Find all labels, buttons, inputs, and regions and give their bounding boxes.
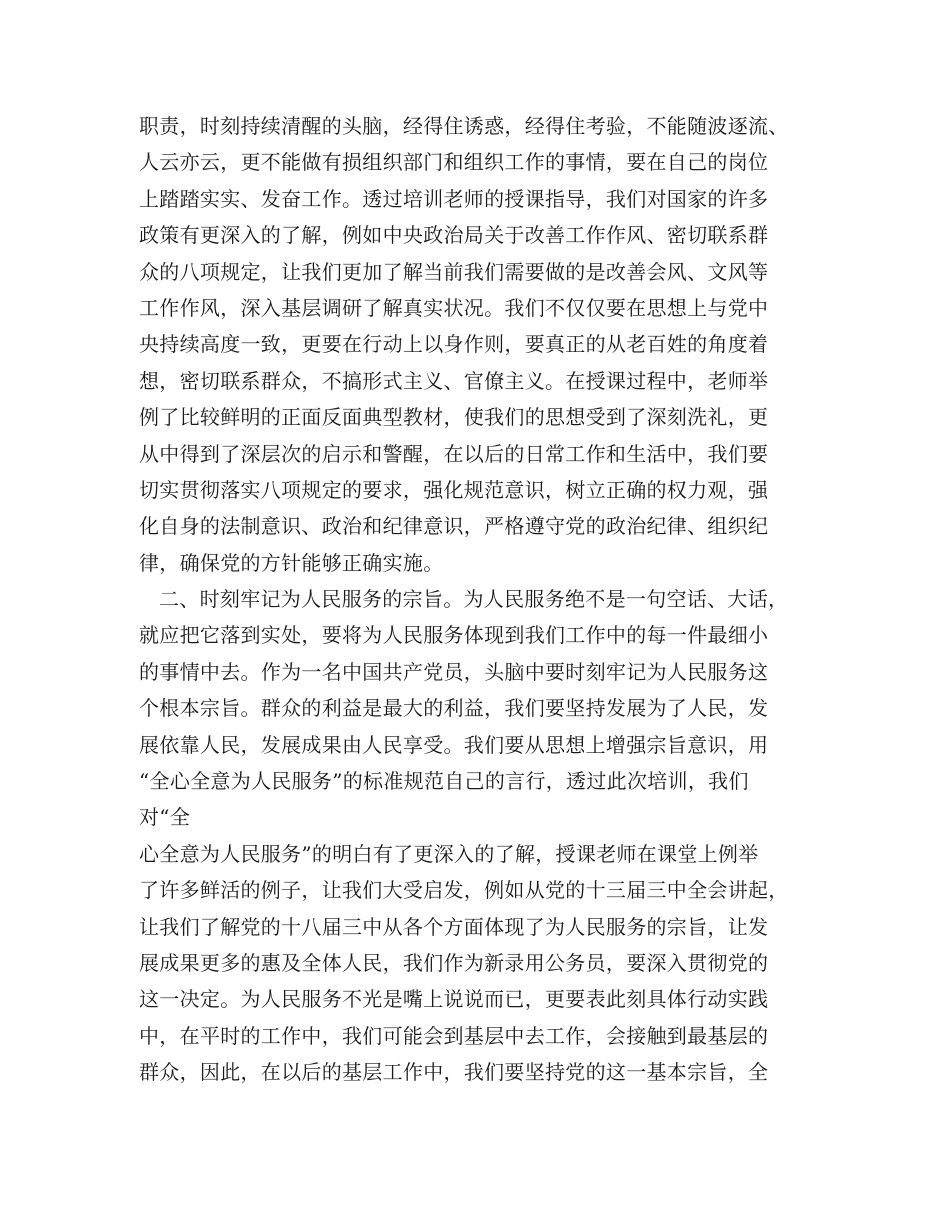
text-line: 律，确保党的方针能够正确实施。	[139, 550, 444, 575]
text-line: 想，密切联系群众，不搞形式主义、官僚主义。在授课过程中，老师举	[139, 368, 769, 393]
text-line: 中，在平时的工作中，我们可能会到基层中去工作，会接触到最基层的	[139, 1023, 769, 1048]
text-line: “全心全意为人民服务”的标准规范自己的言行，透过此次培训，我们	[139, 769, 749, 794]
text-line: 政策有更深入的了解，例如中央政治局关于改善工作作风、密切联系群	[139, 223, 769, 248]
text-line: 从中得到了深层次的启示和警醒，在以后的日常工作和生活中，我们要	[139, 441, 769, 466]
text-line: 化自身的法制意识、政治和纪律意识，严格遵守党的政治纪律、组织纪	[139, 514, 769, 539]
text-line: 的事情中去。作为一名中国共产党员，头脑中要时刻牢记为人民服务这	[139, 659, 769, 684]
text-line: 就应把它落到实处，要将为人民服务体现到我们工作中的每一件最细小	[139, 623, 769, 648]
text-line: 这一决定。为人民服务不光是嘴上说说而已，更要表此刻具体行动实践	[139, 987, 769, 1012]
text-line: 众的八项规定，让我们更加了解当前我们需要做的是改善会风、文风等	[139, 259, 769, 284]
text-line: 展成果更多的惠及全体人民，我们作为新录用公务员，要深入贯彻党的	[139, 950, 769, 975]
text-line: 展依靠人民，发展成果由人民享受。我们要从思想上增强宗旨意识，用	[139, 732, 769, 757]
text-line: 职责，时刻持续清醒的头脑，经得住诱惑，经得住考验，不能随波逐流、	[139, 114, 789, 138]
text-line: 央持续高度一致，更要在行动上以身作则，要真正的从老百姓的角度着	[139, 332, 769, 357]
section-heading-line: 二、时刻牢记为人民服务的宗旨。为人民服务绝不是一句空话、大话，	[159, 587, 789, 612]
text-line: 了许多鲜活的例子，让我们大受启发，例如从党的十三届三中全会讲起，	[139, 878, 789, 903]
text-line: 让我们了解党的十八届三中从各个方面体现了为人民服务的宗旨，让发	[139, 914, 769, 939]
text-line: 上踏踏实实、发奋工作。透过培训老师的授课指导，我们对国家的许多	[139, 186, 769, 211]
text-line: 群众，因此，在以后的基层工作中，我们要坚持党的这一基本宗旨，全	[139, 1060, 769, 1085]
text-line: 工作作风，深入基层调研了解真实状况。我们不仅仅要在思想上与党中	[139, 295, 769, 320]
text-line: 对“全	[139, 805, 191, 830]
text-line: 心全意为人民服务”的明白有了更深入的了解，授课老师在课堂上例举	[139, 841, 759, 866]
text-line: 个根本宗旨。群众的利益是最大的利益，我们要坚持发展为了人民，发	[139, 696, 769, 721]
text-line: 切实贯彻落实八项规定的要求，强化规范意识，树立正确的权力观，强	[139, 477, 769, 502]
text-line: 例了比较鲜明的正面反面典型教材，使我们的思想受到了深刻洗礼，更	[139, 405, 769, 430]
document-body	[139, 108, 829, 1091]
text-line: 人云亦云，更不能做有损组织部门和组织工作的事情，要在自己的岗位	[139, 150, 769, 175]
